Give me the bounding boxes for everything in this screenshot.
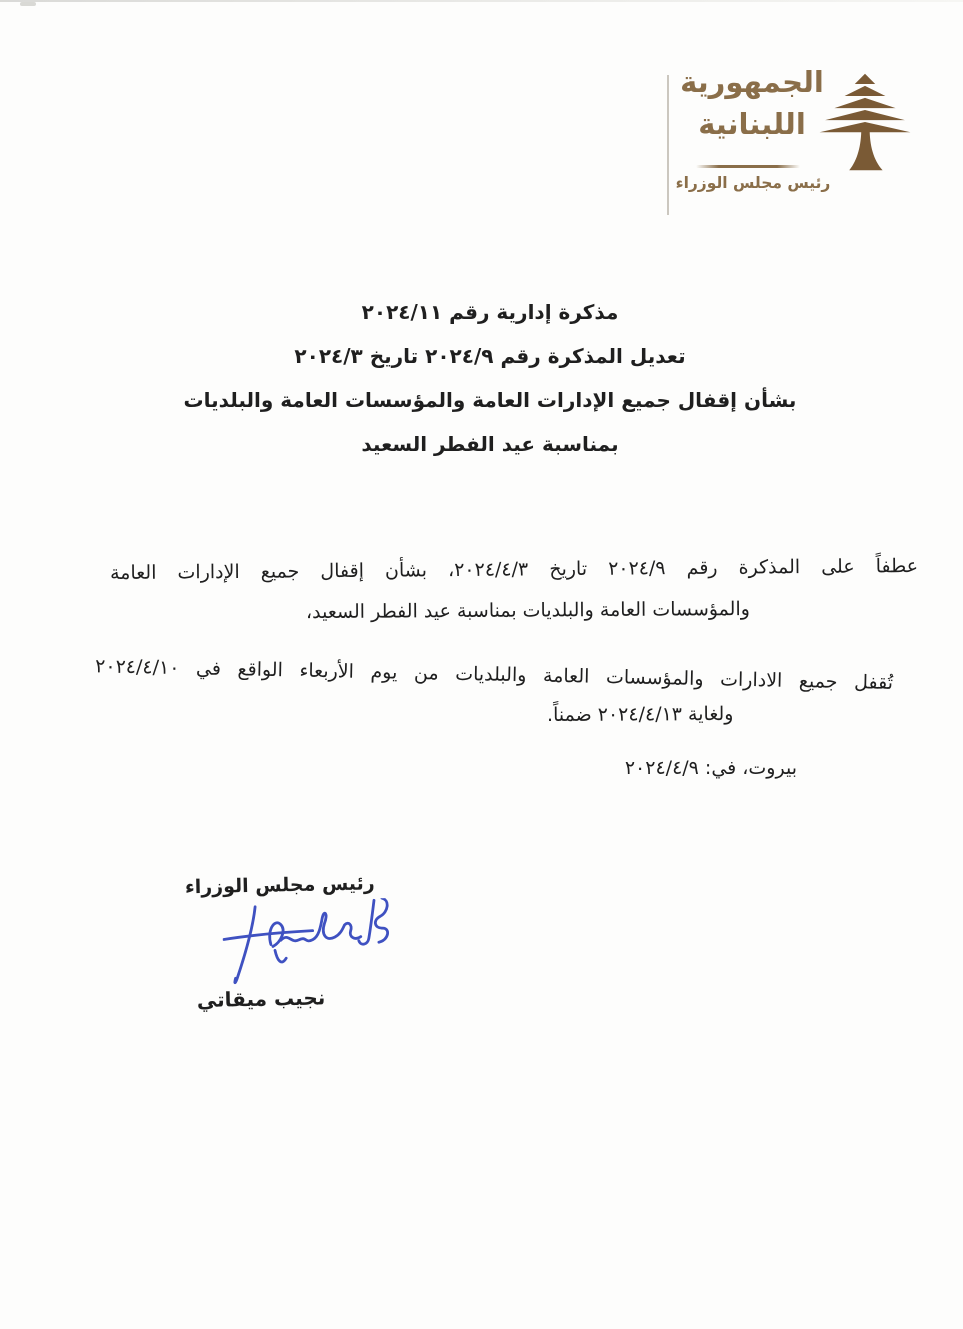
republic-calligraphy (678, 61, 826, 145)
memo-amendment-line: تعديل المذكرة رقم ٢٠٢٤/٩ تاريخ ٢٠٢٤/٣ (294, 344, 686, 368)
place-date-line: بيروت، في: ٢٠٢٤/٤/٩ (624, 757, 797, 779)
scan-top-edge-shadow (0, 0, 963, 2)
signer-title: رئيس مجلس الوزراء (184, 872, 375, 899)
letterhead-left-rule (667, 75, 669, 215)
memo-title-block (130, 290, 850, 466)
pm-office-title: رئيس مجلس الوزراء (675, 174, 831, 192)
memo-occasion-line: بمناسبة عيد الفطر السعيد (361, 432, 619, 456)
signer-name: نجيب ميقاتي (196, 985, 326, 1013)
letterhead (660, 55, 950, 230)
paragraph1-line2: والمؤسسات العامة والبلديات بمناسبة عيد الفطر السعيد، (306, 598, 751, 624)
paragraph2-line1: تُقفل جميع الادارات والمؤسسات العامة والبلديات من يوم الأربعاء الواقع في ٢٠٢٤/٤/١٠ (94, 655, 894, 694)
paragraph2-line2: ولغاية ٢٠٢٤/٤/١٣ ضمناً. (546, 703, 734, 726)
republic-name-line2: اللبنانية (698, 107, 806, 141)
paragraph1-line1: عطفاً على المذكرة رقم ٢٠٢٤/٩ تاريخ ٢٠٢٤/٤/٣، بشأن إقفال جميع الإدارات العامة (109, 555, 919, 585)
signature-block (183, 872, 406, 1027)
memo-number-line: مذكرة إدارية رقم ٢٠٢٤/١١ (361, 300, 619, 324)
memo-subject-line: بشأن إقفال جميع الإدارات العامة والمؤسسات العامة والبلديات (183, 388, 797, 412)
cedar-tree-icon (818, 71, 912, 173)
letterhead-divider-line (696, 165, 800, 168)
scan-speck (20, 2, 36, 6)
republic-name-line1: الجمهورية (680, 65, 824, 99)
